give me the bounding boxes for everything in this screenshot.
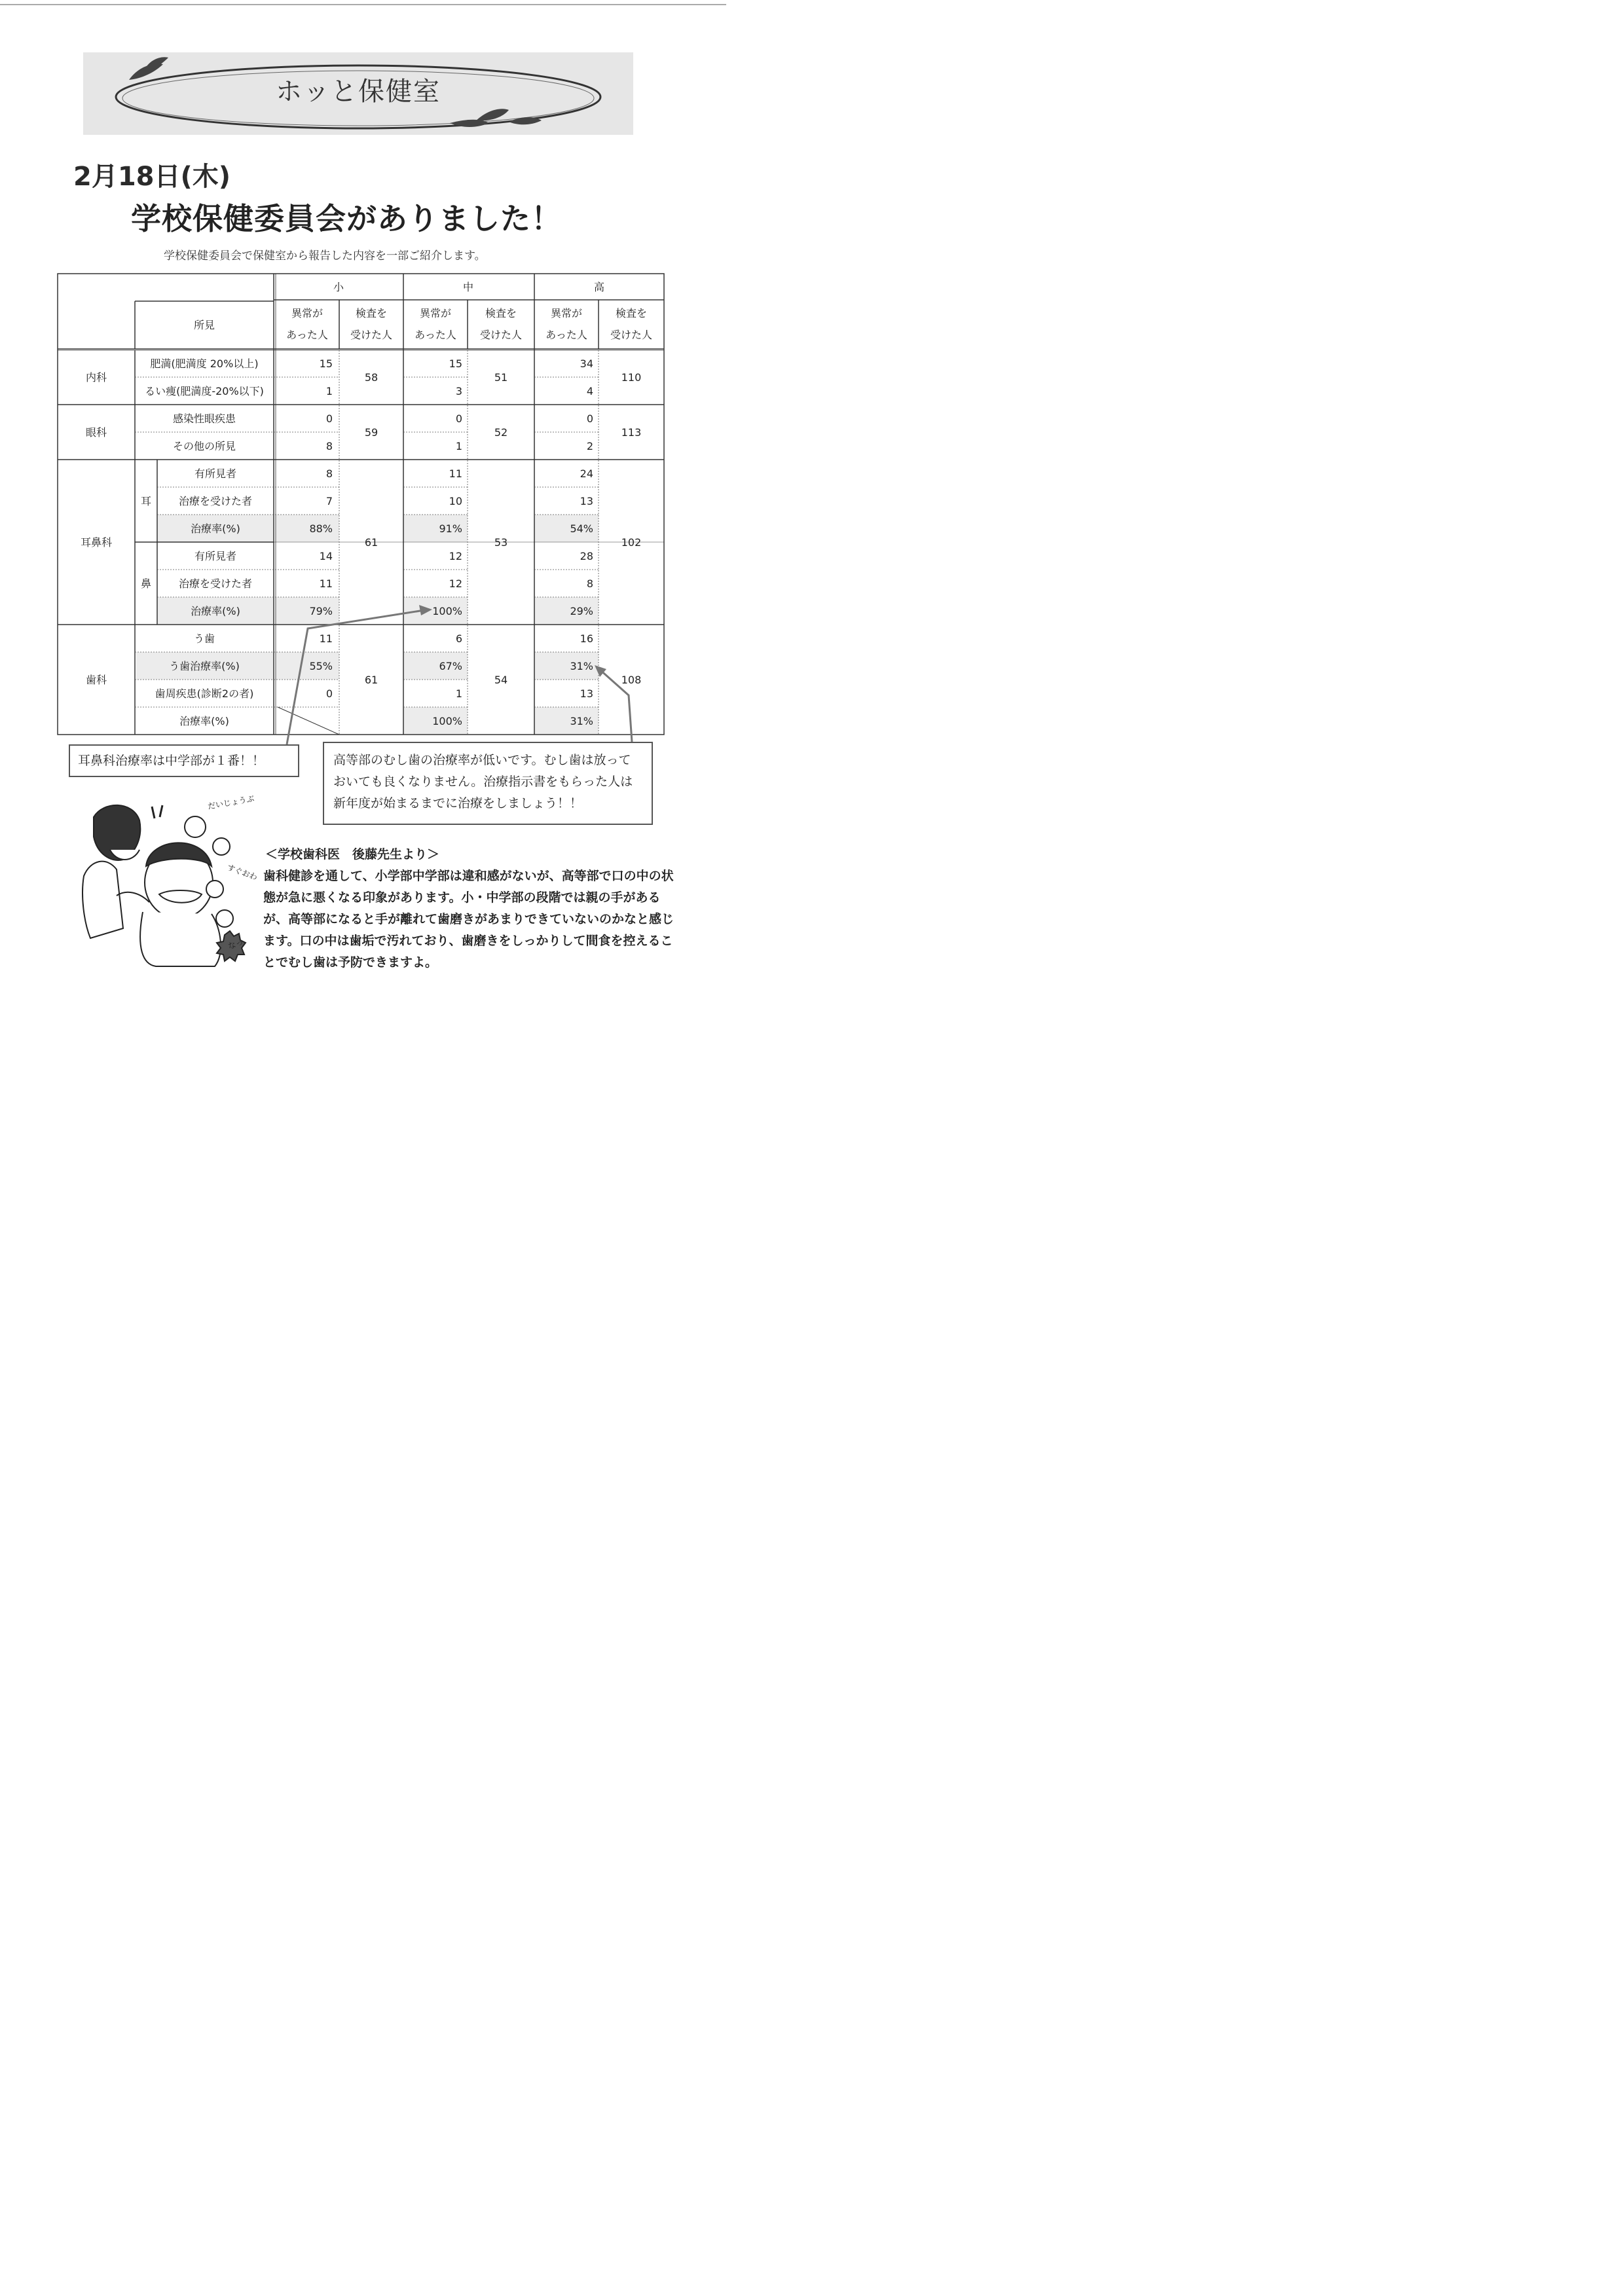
cell-value: 4 xyxy=(586,385,593,397)
examined-count: 110 xyxy=(621,371,642,384)
sub-header-examined: 受けた人 xyxy=(350,329,393,341)
cell-value: 6 xyxy=(455,632,462,645)
row-label: 治療率(%) xyxy=(191,605,240,617)
sub-header-abnormal: 異常が xyxy=(419,307,452,319)
department-name: 耳鼻科 xyxy=(80,536,113,549)
sub-header-abnormal: 異常が xyxy=(291,307,323,319)
child-face-small-icon xyxy=(213,838,230,855)
level-header-high: 高 xyxy=(593,281,605,293)
cell-value: 8 xyxy=(586,577,593,590)
row-label: 治療を受けた者 xyxy=(178,495,253,507)
illust-caption: だいじょうぶ xyxy=(207,793,255,811)
cell-value: 15 xyxy=(319,357,333,370)
cell-value: 88% xyxy=(309,522,333,535)
intro-text: 学校保健委員会で保健室から報告した内容を一部ご紹介します。 xyxy=(164,249,486,263)
cell-value: 55% xyxy=(309,660,333,672)
examined-count: 54 xyxy=(494,674,508,686)
row-label: 治療を受けた者 xyxy=(178,577,253,590)
sub-header-abnormal: あった人 xyxy=(545,329,587,341)
cell-value: 10 xyxy=(449,495,462,507)
cell-value: 28 xyxy=(580,550,593,562)
level-header-junior: 中 xyxy=(462,281,474,293)
cell-value: 2 xyxy=(586,440,593,452)
title-banner xyxy=(83,52,633,135)
cell-value: 13 xyxy=(580,687,593,700)
sub-header-examined: 受けた人 xyxy=(610,329,653,341)
sub-header-examined: 検査を xyxy=(485,307,517,319)
cell-value: 15 xyxy=(449,357,462,370)
row-label: その他の所見 xyxy=(172,440,236,452)
department-name: 歯科 xyxy=(85,674,107,686)
cell-value: 1 xyxy=(455,440,462,452)
row-label: 感染性眼疾患 xyxy=(172,412,236,425)
finding-header: 所見 xyxy=(193,319,215,331)
examined-count: 61 xyxy=(364,674,378,686)
row-label: 治療率(%) xyxy=(179,715,229,727)
cell-value: 1 xyxy=(455,687,462,700)
cell-value: 8 xyxy=(325,467,333,480)
cell-value: 0 xyxy=(586,412,593,425)
child-face-small-icon xyxy=(206,881,223,898)
cell-value: 14 xyxy=(319,550,333,562)
sub-header-examined: 受けた人 xyxy=(479,329,523,341)
examined-count: 61 xyxy=(364,536,378,549)
cell-value: 31% xyxy=(570,715,593,727)
illust-caption: なっ xyxy=(227,937,245,951)
cell-value: 100% xyxy=(432,715,462,727)
child-bib-icon xyxy=(140,912,221,966)
cell-value: 11 xyxy=(319,632,333,645)
callout-dental: 高等部のむし歯の治療率が低いです。むし歯は放っておいても良くなりません。治療指示書をもらった人は新年度が始まるまでに治療をしましょう！！ xyxy=(323,742,653,825)
event-date: 2月18日(木) xyxy=(73,162,231,192)
empty-cell-slash xyxy=(278,707,339,735)
subgroup-name: 鼻 xyxy=(140,577,152,590)
headline: 学校保健委員会がありました！ xyxy=(131,201,562,236)
illust-caption: すぐおわ xyxy=(225,862,259,883)
row-label: るい痩(肥満度-20%以下) xyxy=(145,385,264,397)
examined-count: 51 xyxy=(494,371,508,384)
cell-value: 24 xyxy=(580,467,593,480)
cell-value: 67% xyxy=(439,660,462,672)
cell-value: 0 xyxy=(325,412,333,425)
level-header-elementary: 小 xyxy=(333,281,344,293)
examined-count: 113 xyxy=(621,426,642,439)
cell-value: 1 xyxy=(325,385,333,397)
cell-value: 7 xyxy=(325,495,333,507)
row-label: 有所見者 xyxy=(194,550,237,562)
row-label: 治療率(%) xyxy=(191,522,240,535)
cell-value: 11 xyxy=(449,467,462,480)
row-label: 歯周疾患(診断2の者) xyxy=(155,687,254,700)
subgroup-name: 耳 xyxy=(140,495,152,507)
cell-value: 8 xyxy=(325,440,333,452)
sub-header-examined: 検査を xyxy=(355,307,388,319)
child-face-small-icon xyxy=(185,816,206,837)
cell-value: 3 xyxy=(455,385,462,397)
quote-body: 歯科健診を通して、小学部中学部は違和感がないが、高等部で口の中の状態が急に悪くなる印象があります。小・中学部の段階では親の手があるが、高等部になると手が離れて歯磨きがあまりできていないのかなと感じます。口の中は歯垢で汚れており、歯磨きをしっかりして間食を控えることでむし歯は予防できますよ。 xyxy=(263,869,674,970)
examined-count: 102 xyxy=(621,536,642,549)
row-label: う歯治療率(%) xyxy=(169,660,240,672)
cell-value: 13 xyxy=(580,495,593,507)
quote-title: ＜学校歯科医 後藤先生より＞ xyxy=(265,847,440,862)
dentist-coat-icon xyxy=(83,862,123,938)
department-name: 眼科 xyxy=(85,426,107,439)
cell-value: 11 xyxy=(319,577,333,590)
sub-header-abnormal: あった人 xyxy=(415,329,456,341)
examined-count: 59 xyxy=(364,426,378,439)
row-label: 肥満(肥満度 20%以上) xyxy=(150,357,259,370)
examined-count: 58 xyxy=(364,371,378,384)
banner-title: ホッと保健室 xyxy=(276,77,441,107)
examined-count: 53 xyxy=(494,536,508,549)
callout-ent: 耳鼻科治療率は中学部が１番！！ xyxy=(69,744,299,777)
cell-value: 0 xyxy=(455,412,462,425)
examined-count: 108 xyxy=(621,674,642,686)
row-label: う歯 xyxy=(193,632,215,645)
top-rule xyxy=(0,4,726,5)
sub-header-abnormal: 異常が xyxy=(550,307,583,319)
cell-value: 12 xyxy=(449,577,462,590)
row-label: 有所見者 xyxy=(194,467,237,480)
sub-header-examined: 検査を xyxy=(615,307,648,319)
cell-value: 12 xyxy=(449,550,462,562)
cell-value: 54% xyxy=(570,522,593,535)
cell-value: 29% xyxy=(570,605,593,617)
cell-value: 34 xyxy=(580,357,593,370)
sub-header-abnormal: あった人 xyxy=(286,329,328,341)
cell-value: 16 xyxy=(580,632,593,645)
cell-value: 91% xyxy=(439,522,462,535)
checkup-results-table xyxy=(58,274,664,735)
examined-count: 52 xyxy=(494,426,508,439)
child-face-small-icon xyxy=(216,910,233,927)
cell-value: 79% xyxy=(309,605,333,617)
cell-value: 100% xyxy=(432,605,462,617)
cell-value: 31% xyxy=(570,660,593,672)
department-name: 内科 xyxy=(85,371,107,384)
cell-value: 0 xyxy=(325,687,333,700)
dentist-checkup-illustration xyxy=(77,793,259,968)
